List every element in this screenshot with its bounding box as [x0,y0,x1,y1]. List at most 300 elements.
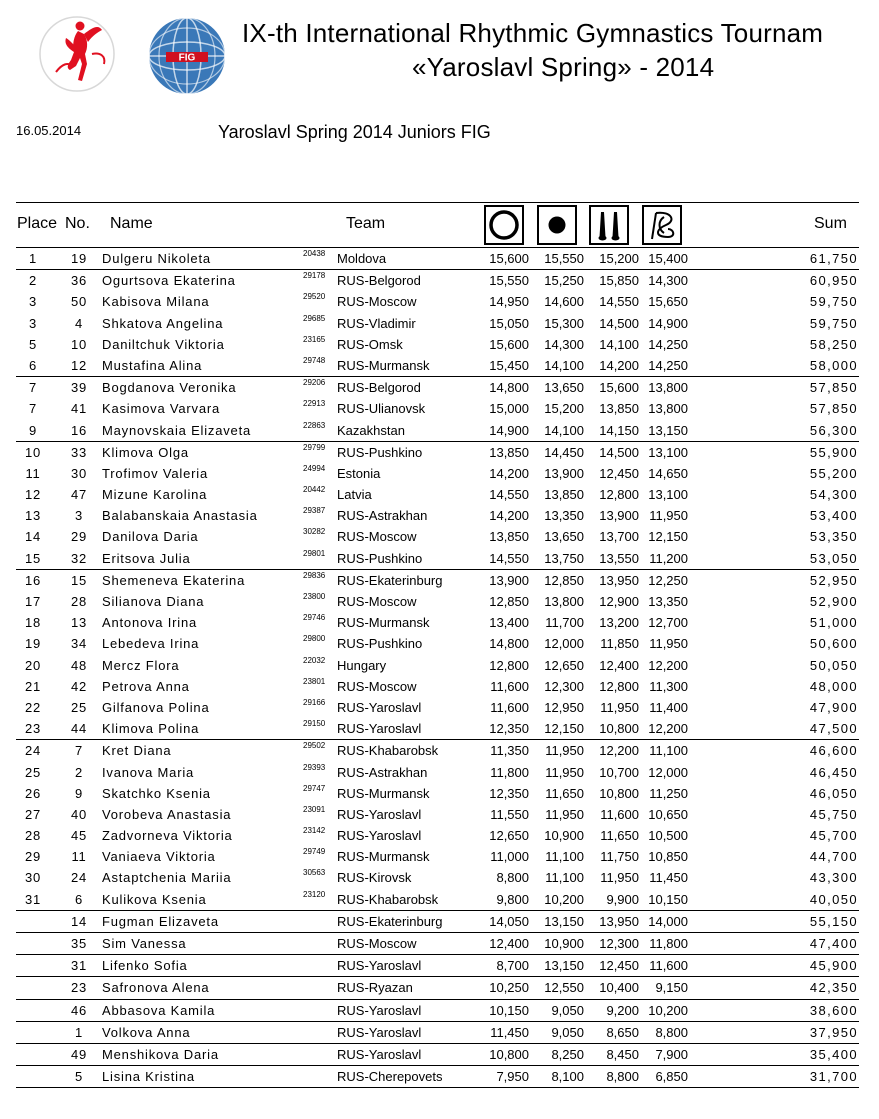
gymnast-name-cell: Gilfanova Polina [102,699,210,715]
total-score-cell: 53,050 [809,550,858,566]
total-score-cell: 46,450 [809,764,858,780]
gymnast-name-cell: Abbasova Kamila [102,1002,216,1018]
place-cell: 27 [24,806,42,822]
ball-score-cell: 13,650 [544,529,584,545]
hoop-score-cell: 13,850 [489,529,529,545]
ribbon-score-cell: 11,100 [649,743,688,759]
clubs-score-cell: 11,850 [600,636,639,652]
start-number-cell: 30 [70,465,88,481]
table-row [16,955,859,977]
start-number-cell: 13 [70,615,88,631]
ball-score-cell: 11,100 [545,870,584,886]
team-cell: RUS-Yaroslavl [337,1024,422,1040]
table-row [16,463,859,484]
place-cell: 30 [24,870,42,886]
ribbon-score-cell: 11,450 [649,870,688,886]
ball-score-cell: 13,150 [544,913,584,929]
table-row [16,570,859,591]
clubs-score-cell: 13,700 [599,529,639,545]
hoop-score-cell: 12,850 [489,594,529,609]
license-code-cell: 29836 [303,570,326,580]
hoop-score-cell: 7,950 [496,1069,529,1085]
ball-score-cell: 15,200 [544,401,584,417]
ribbon-score-cell: 12,700 [648,615,688,631]
ribbon-score-cell: 13,100 [648,444,688,460]
hoop-score-cell: 10,800 [489,1046,529,1062]
clubs-score-cell: 14,200 [599,357,639,373]
start-number-cell: 2 [74,764,84,780]
table-row [16,591,859,612]
license-code-cell: 29748 [303,355,326,365]
clubs-score-cell: 15,600 [599,380,639,396]
gymnast-name-cell: Shkatova Angelina [102,315,224,331]
hoop-score-cell: 12,350 [489,721,529,737]
license-code-cell: 29166 [303,697,326,707]
ribbon-score-cell: 14,000 [648,913,688,929]
total-score-cell: 56,300 [809,422,858,438]
place-cell: 21 [24,678,42,694]
ribbon-score-cell: 12,200 [648,721,688,737]
place-header: Place [17,215,58,232]
gymnast-name-cell: Mercz Flora [102,657,180,673]
hoop-score-cell: 14,900 [489,422,529,438]
hoop-score-cell: 14,950 [489,294,529,310]
ball-score-cell: 12,850 [544,572,584,588]
license-code-cell: 29749 [303,847,326,857]
license-code-cell: 24994 [303,463,326,473]
total-score-cell: 53,350 [809,529,858,545]
clubs-score-cell: 10,400 [599,980,639,996]
hoop-score-cell: 11,350 [490,743,529,759]
team-cell: RUS-Astrakhan [337,764,428,780]
clubs-score-cell: 8,650 [606,1024,639,1040]
result-date: 16.05.2014 [16,123,82,138]
clubs-score-cell: 11,950 [600,699,639,715]
team-cell: RUS-Cherepovets [337,1069,443,1085]
team-cell: RUS-Murmansk [337,615,430,631]
ribbon-score-cell: 12,000 [648,764,688,780]
gymnast-name-cell: Safronova Alena [102,980,210,996]
gymnast-name-cell: Vorobeva Anastasia [102,806,232,822]
total-score-cell: 47,900 [809,699,858,715]
clubs-score-cell: 12,200 [599,743,639,759]
hoop-score-cell: 11,550 [490,806,529,822]
team-cell: Hungary [337,657,387,673]
hoop-score-cell: 14,800 [489,380,529,396]
total-score-cell: 55,200 [809,465,858,481]
place-cell: 20 [24,657,42,673]
place-cell: 11 [25,465,41,481]
ribbon-score-cell: 15,650 [648,294,688,310]
ball-score-cell: 15,550 [544,251,584,266]
license-code-cell: 29387 [303,506,326,516]
license-code-cell: 29800 [303,634,326,644]
ball-score-cell: 12,000 [544,636,584,652]
ball-score-cell: 11,950 [545,806,584,822]
total-score-cell: 46,600 [809,743,858,759]
total-score-cell: 38,600 [809,1002,858,1018]
ribbon-score-cell: 15,400 [648,251,688,266]
clubs-score-cell: 14,150 [599,422,639,438]
start-number-cell: 15 [70,572,88,588]
ball-score-cell: 11,100 [545,849,584,865]
place-cell: 16 [24,572,42,588]
clubs-score-cell: 10,800 [599,721,639,737]
results-table [16,248,859,1088]
table-row [16,420,859,442]
fig-logo [144,16,230,96]
license-code-cell: 29178 [303,271,326,281]
team-cell: RUS-Ryazan [337,980,413,996]
total-score-cell: 61,750 [809,251,858,266]
gymnast-name-cell: Lisina Kristina [102,1069,195,1085]
license-code-cell: 29801 [303,548,326,558]
ball-score-cell: 10,900 [544,936,584,951]
total-score-cell: 51,000 [809,615,858,631]
gymnast-name-cell: Volkova Anna [102,1024,191,1040]
gymnast-name-cell: Skatchko Ksenia [102,785,211,801]
total-score-cell: 50,050 [809,657,858,673]
total-score-cell: 47,500 [809,721,858,737]
gymnast-name-cell: Astaptchenia Mariia [102,870,232,886]
start-number-cell: 45 [70,828,88,844]
ball-score-cell: 11,950 [545,743,584,759]
clubs-score-cell: 11,600 [600,806,639,822]
team-cell: RUS-Moscow [337,678,417,694]
ball-score-cell: 11,700 [545,615,584,631]
ribbon-score-cell: 14,250 [648,336,688,352]
gymnast-name-cell: Kasimova Varvara [102,401,221,417]
gymnast-name-cell: Ogurtsova Ekaterina [102,273,236,289]
team-cell: RUS-Pushkino [337,444,423,460]
ball-score-cell: 13,750 [544,550,584,566]
table-row [16,291,859,312]
ribbon-score-cell: 7,900 [655,1046,688,1062]
table-row [16,718,859,740]
ball-score-cell: 11,650 [545,785,584,801]
start-number-cell: 31 [70,958,88,974]
table-row [16,313,859,334]
team-cell: RUS-Moscow [337,594,417,609]
ribbon-score-cell: 13,350 [648,594,688,609]
table-row [16,1000,859,1022]
table-row [16,548,859,570]
total-score-cell: 42,350 [809,980,858,996]
hoop-score-cell: 12,650 [489,828,529,844]
gymnast-name-cell: Daniltchuk Viktoria [102,336,225,352]
ribbon-score-cell: 11,400 [649,699,688,715]
table-row [16,612,859,633]
total-score-cell: 44,700 [809,849,858,865]
license-code-cell: 29685 [303,313,326,323]
start-number-cell: 41 [70,401,88,417]
license-code-cell: 29206 [303,378,326,388]
team-cell: RUS-Yaroslavl [337,806,422,822]
clubs-score-cell: 14,500 [599,315,639,331]
ribbon-score-cell: 13,800 [648,401,688,417]
ball-score-cell: 10,200 [544,891,584,907]
clubs-score-cell: 14,100 [599,336,639,352]
start-number-cell: 40 [70,806,88,822]
clubs-score-cell: 11,650 [600,828,639,844]
place-cell: 12 [24,487,42,503]
hoop-score-cell: 11,450 [490,1024,529,1040]
start-number-cell: 3 [74,508,84,524]
team-cell: RUS-Ekaterinburg [337,913,443,929]
fig-logo-text: FIG [178,52,196,64]
license-code-cell: 23142 [303,826,326,836]
place-cell: 25 [24,764,42,780]
clubs-score-cell: 14,550 [599,294,639,310]
team-cell: RUS-Belgorod [337,380,421,396]
gymnast-name-cell: Eritsova Julia [102,550,191,566]
clubs-score-cell: 9,900 [606,891,639,907]
tournament-title: IX-th International Rhythmic Gymnastics Tournam [242,18,824,48]
hoop-score-cell: 15,050 [489,315,529,331]
hoop-score-cell: 8,800 [496,870,529,886]
team-cell: RUS-Yaroslavl [337,958,422,974]
table-row [16,933,859,955]
hoop-score-cell: 14,050 [489,913,529,929]
place-cell: 14 [24,529,42,545]
place-cell: 15 [24,550,42,566]
gymnast-name-cell: Silianova Diana [102,594,205,609]
gymnast-name-cell: Vaniaeva Viktoria [102,849,216,865]
start-number-cell: 12 [70,357,88,373]
ribbon-score-cell: 12,250 [648,572,688,588]
place-cell: 26 [24,785,42,801]
ball-score-cell: 14,450 [544,444,584,460]
hoop-score-cell: 11,600 [490,699,529,715]
license-code-cell: 23165 [303,334,326,344]
team-cell: RUS-Yaroslavl [337,828,422,844]
clubs-score-cell: 10,800 [599,785,639,801]
start-number-cell: 36 [70,273,88,289]
total-score-cell: 40,050 [809,891,858,907]
total-score-cell: 59,750 [809,315,858,331]
team-cell: RUS-Yaroslavl [337,1002,422,1018]
hoop-score-cell: 15,600 [489,251,529,266]
table-header [16,202,859,248]
place-cell: 1 [28,251,38,266]
license-code-cell: 23801 [303,676,326,686]
table-row [16,697,859,718]
total-score-cell: 59,750 [809,294,858,310]
license-code-cell: 30282 [303,527,326,537]
license-code-cell: 29799 [303,442,326,452]
team-cell: RUS-Yaroslavl [337,721,422,737]
ball-score-cell: 13,900 [544,465,584,481]
clubs-score-cell: 12,300 [599,936,639,951]
hoop-score-cell: 12,350 [489,785,529,801]
table-row [16,248,859,270]
clubs-score-cell: 13,850 [599,401,639,417]
table-row [16,1066,859,1088]
place-cell: 29 [24,849,42,865]
license-code-cell: 20438 [303,249,326,258]
clubs-score-cell: 12,400 [599,657,639,673]
hoop-score-cell: 8,700 [496,958,529,974]
clubs-score-cell: 10,700 [599,764,639,780]
total-score-cell: 52,950 [809,572,858,588]
license-code-cell: 20442 [303,485,326,495]
total-score-cell: 60,950 [809,273,858,289]
gymnast-logo [38,14,116,94]
table-row [16,676,859,697]
team-cell: RUS-Khabarobsk [337,743,439,759]
team-cell: RUS-Pushkino [337,550,423,566]
ball-score-cell: 8,100 [551,1069,584,1085]
start-number-cell: 24 [70,870,88,886]
gymnast-name-cell: Kabisova Milana [102,294,210,310]
team-cell: RUS-Yaroslavl [337,699,422,715]
license-code-cell: 22913 [303,399,326,409]
ribbon-score-cell: 13,150 [648,422,688,438]
ribbon-score-cell: 10,500 [648,828,688,844]
team-cell: RUS-Moscow [337,936,417,951]
total-score-cell: 58,250 [809,336,858,352]
total-score-cell: 48,000 [809,678,858,694]
clubs-score-cell: 13,550 [599,550,639,566]
team-cell: Latvia [337,487,372,503]
clubs-score-cell: 14,500 [599,444,639,460]
gymnast-name-cell: Ivanova Maria [102,764,195,780]
clubs-score-cell: 13,950 [599,913,639,929]
start-number-cell: 48 [70,657,88,673]
ribbon-score-cell: 11,800 [649,936,688,951]
clubs-score-cell: 8,450 [606,1046,639,1062]
table-row [16,334,859,355]
team-cell: RUS-Moscow [337,294,417,310]
ribbon-score-cell: 9,150 [655,980,688,996]
gymnast-name-cell: Bogdanova Veronika [102,380,237,396]
table-row [16,825,859,846]
ribbon-score-cell: 10,150 [648,891,688,907]
ball-score-cell: 14,100 [544,357,584,373]
license-code-cell: 23800 [303,592,326,601]
clubs-score-cell: 13,900 [599,508,639,524]
team-cell: RUS-Vladimir [337,315,416,331]
ball-score-cell: 12,550 [544,980,584,996]
place-cell: 10 [24,444,42,460]
hoop-score-cell: 10,250 [489,980,529,996]
team-cell: RUS-Kirovsk [337,870,412,886]
table-row [16,977,859,999]
hoop-score-cell: 15,550 [489,273,529,289]
place-cell: 3 [28,315,38,331]
ball-score-cell: 10,900 [544,828,584,844]
place-cell: 7 [28,380,38,396]
place-cell: 5 [28,336,38,352]
hoop-score-cell: 13,900 [489,572,529,588]
start-number-cell: 39 [70,380,88,396]
clubs-score-cell: 12,800 [599,487,639,503]
ball-score-cell: 12,650 [544,657,584,673]
clubs-score-cell: 13,950 [599,572,639,588]
place-cell: 3 [28,294,38,310]
license-code-cell: 29747 [303,783,326,793]
license-code-cell: 29520 [303,292,326,302]
team-header: Team [346,215,386,232]
team-cell: RUS-Ekaterinburg [337,572,443,588]
team-cell: RUS-Murmansk [337,785,430,801]
total-score-cell: 58,000 [809,357,858,373]
gymnast-name-cell: Trofimov Valeria [102,465,208,481]
table-row [16,1044,859,1066]
ribbon-score-cell: 14,300 [648,273,688,289]
hoop-score-cell: 14,550 [489,550,529,566]
hoop-score-cell: 12,400 [489,936,529,951]
ball-score-cell: 9,050 [551,1002,584,1018]
gymnast-name-cell: Maynovskaia Elizaveta [102,422,252,438]
team-cell: Kazakhstan [337,422,405,438]
ribbon-score-cell: 10,200 [648,1002,688,1018]
clubs-score-cell: 15,850 [599,273,639,289]
clubs-score-cell: 12,450 [599,958,639,974]
hoop-score-cell: 13,400 [489,615,529,631]
ribbon-icon [642,205,682,245]
ball-score-cell: 13,150 [544,958,584,974]
total-score-cell: 46,050 [809,785,858,801]
gymnast-name-cell: Balabanskaia Anastasia [102,508,258,524]
table-row [16,889,859,911]
clubs-score-cell: 11,950 [600,870,639,886]
team-cell: RUS-Khabarobsk [337,891,439,907]
start-number-cell: 16 [70,422,88,438]
clubs-score-cell: 15,200 [599,251,639,266]
start-number-cell: 47 [70,487,88,503]
ribbon-score-cell: 11,950 [649,508,688,524]
clubs-score-cell: 8,800 [606,1069,639,1085]
team-cell: RUS-Yaroslavl [337,1046,422,1062]
gymnast-name-cell: Shemeneva Ekaterina [102,572,246,588]
gymnast-name-cell: Klimova Olga [102,444,189,460]
competition-title: Yaroslavl Spring 2014 Juniors FIG [218,122,491,142]
hoop-icon [484,205,524,245]
start-number-cell: 6 [74,891,84,907]
place-cell: 18 [24,615,42,631]
clubs-score-cell: 11,750 [600,849,639,865]
ribbon-score-cell: 11,600 [649,958,688,974]
total-score-cell: 37,950 [809,1024,858,1040]
table-row [16,484,859,505]
place-cell: 24 [24,743,42,759]
gymnast-name-cell: Mizune Karolina [102,487,208,503]
total-score-cell: 55,900 [809,444,858,460]
start-number-cell: 34 [70,636,88,652]
gymnast-name-cell: Lifenko Sofia [102,958,188,974]
place-cell: 9 [28,422,38,438]
hoop-score-cell: 13,850 [489,444,529,460]
place-cell: 31 [24,891,42,907]
start-number-cell: 29 [70,529,88,545]
gymnast-name-cell: Petrova Anna [102,678,190,694]
ribbon-score-cell: 11,200 [649,550,688,566]
hoop-score-cell: 15,000 [489,401,529,417]
hoop-score-cell: 15,600 [489,336,529,352]
hoop-score-cell: 14,800 [489,636,529,652]
ribbon-score-cell: 12,150 [648,529,688,545]
ribbon-score-cell: 8,800 [655,1024,688,1040]
ball-score-cell: 14,600 [544,294,584,310]
total-score-cell: 54,300 [809,487,858,503]
total-score-cell: 55,150 [809,913,858,929]
hoop-score-cell: 11,000 [490,849,529,865]
team-cell: RUS-Belgorod [337,273,421,289]
total-score-cell: 50,600 [809,636,858,652]
team-cell: RUS-Astrakhan [337,508,428,524]
ribbon-score-cell: 11,250 [649,785,688,801]
